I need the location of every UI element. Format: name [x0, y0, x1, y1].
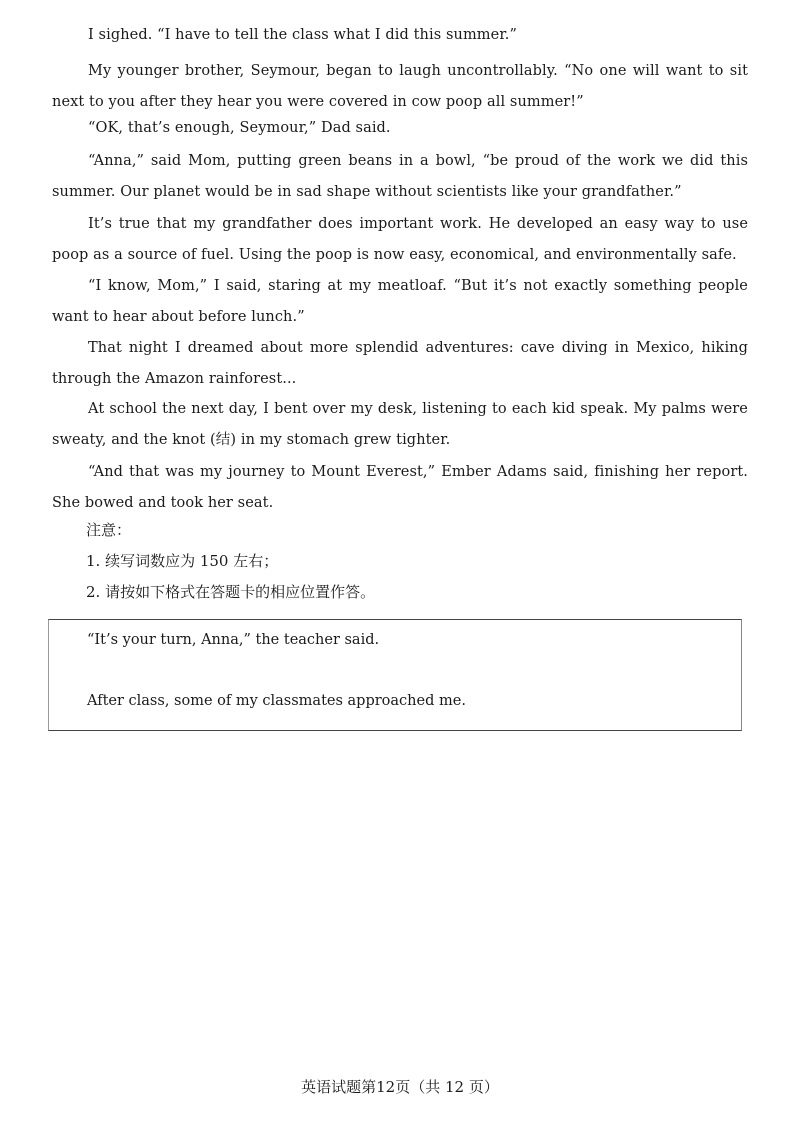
answer-format-box: [48, 619, 742, 731]
answer-box-line-1: “It’s your turn, Anna,” the teacher said.: [87, 632, 380, 648]
notes-item-1: 1. 续写词数应为 150 左右；: [86, 552, 279, 570]
story-paragraph-4: “Anna,” said Mom, putting green beans in a bowl, “be proud of the work we did this summer. Our planet would be in sad shape without scientists like your grandfather.”: [52, 153, 748, 200]
story-paragraph-8: At school the next day, I bent over my desk, listening to each kid speak. My palms were sweaty, and the knot (结) in my stomach grew tighter.: [52, 401, 748, 448]
story-paragraph-1: I sighed. “I have to tell the class what I did this summer.”: [88, 27, 517, 43]
story-paragraph-5: It’s true that my grandfather does important work. He developed an easy way to use poop as a source of fuel. Using the poop is now easy, economical, and environmentally safe.: [52, 216, 748, 263]
story-paragraph-7: That night I dreamed about more splendid adventures: cave diving in Mexico, hiking through the Amazon rainforest...: [52, 340, 748, 387]
story-paragraph-9: “And that was my journey to Mount Everest,” Ember Adams said, finishing her report. She bowed and took her seat.: [52, 464, 748, 511]
story-paragraph-3: “OK, that’s enough, Seymour,” Dad said.: [88, 120, 391, 136]
notes-item-2: 2. 请按如下格式在答题卡的相应位置作答。: [86, 583, 376, 601]
story-paragraph-6: “I know, Mom,” I said, staring at my meatloaf. “But it’s not exactly something people want to hear about before lunch.”: [52, 278, 748, 325]
answer-box-line-2: After class, some of my classmates approached me.: [87, 693, 466, 709]
notes-heading: 注意：: [86, 521, 132, 539]
page-footer: 英语试题第12页（共 12 页）: [301, 1078, 499, 1096]
story-paragraph-2: My younger brother, Seymour, began to laugh uncontrollably. “No one will want to sit next to you after they hear you were covered in cow poop all summer!”: [52, 63, 748, 110]
